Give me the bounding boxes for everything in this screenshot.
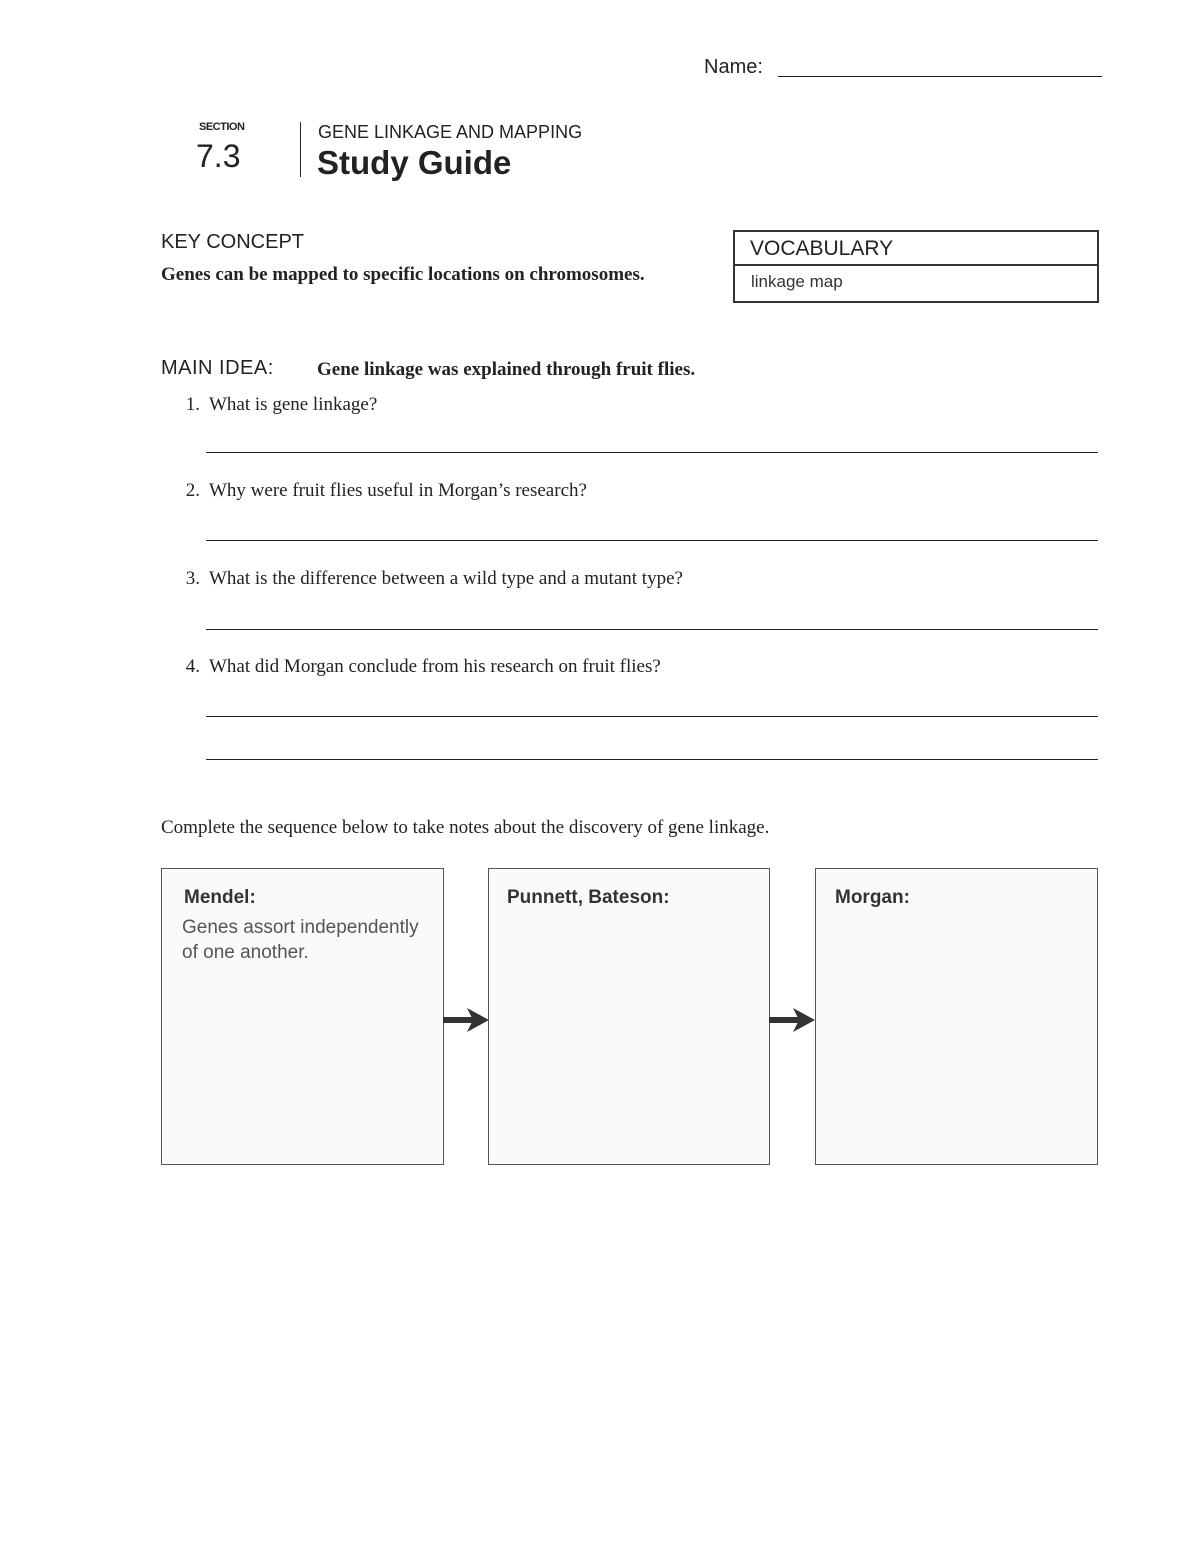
question-number: 4.	[185, 656, 200, 677]
vocabulary-heading: VOCABULARY	[735, 232, 1097, 266]
sequence-box-title: Mendel:	[184, 887, 256, 908]
answer-line[interactable]	[206, 540, 1098, 541]
section-divider	[300, 122, 301, 177]
sequence-instructions: Complete the sequence below to take notes about the discovery of gene linkage.	[161, 817, 770, 838]
sequence-box-notes: Genes assort independently of one another.	[182, 917, 419, 963]
sequence-box-mendel[interactable]	[161, 868, 444, 1165]
vocabulary-term: linkage map	[751, 272, 843, 291]
sequence-box-title: Morgan:	[835, 887, 910, 908]
section-word: SECTION	[199, 121, 245, 133]
answer-line[interactable]	[206, 716, 1098, 717]
key-concept-text: Genes can be mapped to specific locations on chromosomes.	[161, 264, 645, 285]
name-answer-line[interactable]	[778, 76, 1102, 77]
sequence-box-title: Punnett, Bateson:	[507, 887, 670, 908]
question-text: Why were fruit flies useful in Morgan’s research?	[209, 480, 587, 501]
question-text: What is gene linkage?	[209, 394, 378, 415]
answer-line[interactable]	[206, 759, 1098, 760]
question-text: What is the difference between a wild type and a mutant type?	[209, 568, 683, 589]
question-number: 1.	[185, 394, 200, 415]
sequence-box-punnett-bateson[interactable]	[488, 868, 770, 1165]
question-text: What did Morgan conclude from his research on fruit flies?	[209, 656, 661, 677]
question-number: 2.	[185, 480, 200, 501]
question-number: 3.	[185, 568, 200, 589]
arrow-right-icon	[769, 1008, 815, 1032]
main-idea-text: Gene linkage was explained through fruit flies.	[317, 359, 696, 380]
arrow-right-icon	[443, 1008, 489, 1032]
name-label: Name:	[704, 56, 763, 78]
key-concept-label: KEY CONCEPT	[161, 231, 304, 253]
sequence-box-morgan[interactable]	[815, 868, 1098, 1165]
section-topic: GENE LINKAGE AND MAPPING	[318, 122, 583, 142]
main-idea-label: MAIN IDEA:	[161, 357, 274, 379]
answer-line[interactable]	[206, 629, 1098, 630]
vocabulary-box	[733, 230, 1099, 303]
section-number: 7.3	[196, 138, 241, 174]
page-title: Study Guide	[317, 144, 512, 181]
answer-line[interactable]	[206, 452, 1098, 453]
